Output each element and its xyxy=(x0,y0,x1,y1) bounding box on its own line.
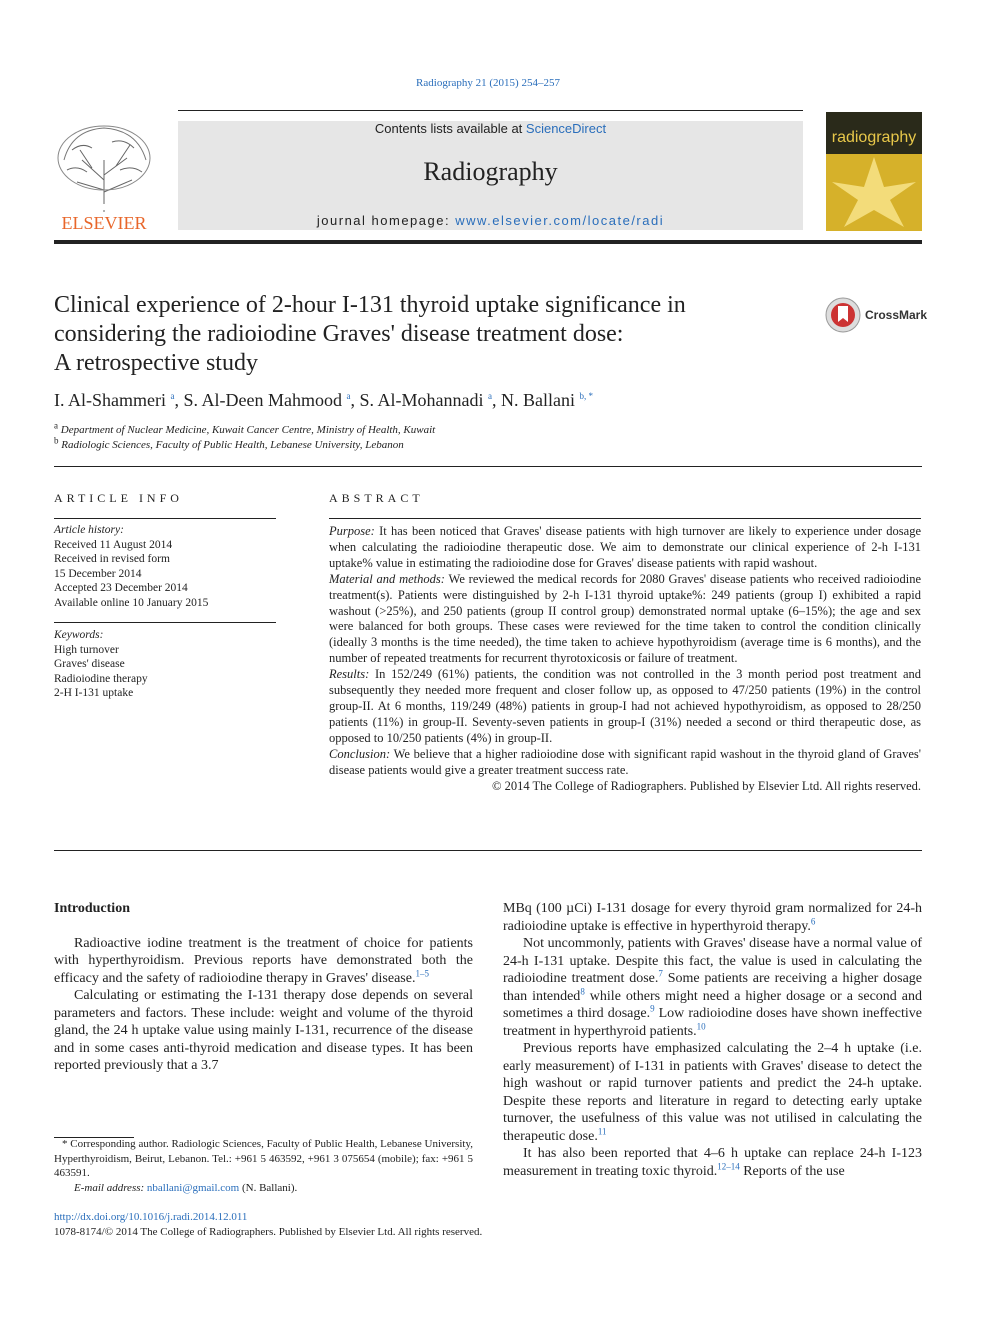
abstract-methods xyxy=(329,572,921,667)
homepage-link[interactable]: www.elsevier.com/locate/radi xyxy=(455,213,665,228)
affiliation-mark: b xyxy=(54,435,59,446)
author-name[interactable]: I. Al-Shammeri xyxy=(54,390,166,410)
results-label: Results: xyxy=(329,667,370,682)
email-link[interactable]: nballani@gmail.com xyxy=(146,1181,240,1194)
top-divider xyxy=(178,110,803,111)
author-name[interactable]: N. Ballani xyxy=(500,390,575,410)
affiliation xyxy=(54,435,754,451)
keyword: 2-H I-131 uptake xyxy=(54,687,134,699)
footnote-text: * Corresponding author. Radiologic Sciences, Faculty of Public Health, Lebanese University, Hyperthyroidism, Beirut, Lebanon. Tel.: +961 5 463592, +961 3 075654 (mobile); fax: +961 5 463591. xyxy=(54,1138,473,1179)
affiliation xyxy=(54,420,754,436)
issn-copyright: 1078-8174/© 2014 The College of Radiographers. Published by Elsevier Ltd. All rights reserved. xyxy=(54,1226,483,1238)
abstract-body xyxy=(329,524,921,794)
author-affil-mark[interactable]: a xyxy=(170,391,175,401)
author-name[interactable]: S. Al-Mohannadi xyxy=(359,390,484,410)
section-divider xyxy=(54,850,922,851)
title-line: considering the radioiodine Graves' disease treatment dose: xyxy=(54,321,624,347)
affiliation-text: Department of Nuclear Medicine, Kuwait Cancer Centre, Ministry of Health, Kuwait xyxy=(60,424,436,436)
abstract-results xyxy=(329,667,921,747)
journal-banner xyxy=(178,121,803,230)
sciencedirect-link[interactable]: ScienceDirect xyxy=(525,121,607,136)
email-suffix: (N. Ballani). xyxy=(239,1181,298,1194)
body-paragraph xyxy=(503,1040,922,1145)
contents-available-line xyxy=(178,121,803,136)
corresponding-author-footnote xyxy=(54,1137,473,1195)
abstract-copyright: © 2014 The College of Radiographers. Published by Elsevier Ltd. All rights reserved. xyxy=(492,778,921,793)
citation-link[interactable]: 9 xyxy=(650,1003,655,1014)
author-affil-mark[interactable]: a xyxy=(487,391,492,401)
keyword: Radioiodine therapy xyxy=(54,672,148,685)
citation-link[interactable]: 8 xyxy=(580,985,585,996)
results-text: In 152/249 (61%) patients, the condition was not controlled in the 3 month period post treatment and subsequently they needed more frequent and closer follow up, as opposed to 47/250 patients (19%) in the control group-II. At 6 months, 119/249 (48%) patients in group-I had not achieved hypothyroidism, as opposed to 28/250 patients (11%) in group-II. Seventy-seven patients in group-I (31%) needed a second or third therapeutic dose, as opposed to 10/250 patients (4%) in group-II. xyxy=(329,667,922,745)
doi-link[interactable]: http://dx.doi.org/10.1016/j.radi.2014.12.011 xyxy=(54,1211,248,1223)
crossmark-label: CrossMark xyxy=(865,308,928,322)
body-paragraph xyxy=(503,900,922,935)
author-list: I. Al-Shammeri $^a$, S. Al-Deen Mahmood $^a$, S. Al-Mohannadi $^a$, N. Ballani $^{b, *}$ xyxy=(54,390,593,410)
author-name[interactable]: S. Al-Deen Mahmood xyxy=(183,390,342,410)
abstract-purpose xyxy=(329,524,921,572)
paragraph-text: Previous reports have emphasized calculating the 2–4 h uptake (i.e. early measurement) of I-131 in patients with Graves' disease to detect the high washout or rapid turnover patients and predict the 24-h uptake. Despite these reports and literature in regard to detecting early uptake turnover, the usefulness of this value was not utilised in calculating the therapeutic dose. xyxy=(503,1041,922,1144)
body-left-column xyxy=(54,900,473,1075)
purpose-label: Purpose: xyxy=(329,524,375,538)
section-divider xyxy=(54,466,922,467)
info-divider xyxy=(54,518,276,519)
paragraph-text: Not uncommonly, patients with Graves' disease have a normal value of 24-h I-131 uptake. Despite this fact, the value is used in calculating the radioiodine treatment dose. xyxy=(503,936,922,986)
author-affil-mark[interactable]: b, * xyxy=(579,391,593,401)
purpose-text: It has been noticed that Graves' disease patients with high turnover are likely to experience under dosage when calculating the radioiodine therapeutic dose. We aim to demonstrate our clinical experience of 2-h I-131 uptake% value in estimating the radioiodine dose for Graves' disease patients with rapid washout. xyxy=(329,524,921,570)
email-label: E-mail address: xyxy=(74,1181,147,1194)
title-line: A retrospective study xyxy=(54,350,258,376)
title-line: Clinical experience of 2-hour I-131 thyroid uptake significance in xyxy=(54,292,686,318)
paragraph-text: Some patients are receiving a higher dosage than intended xyxy=(503,971,922,1004)
article-title xyxy=(54,291,794,378)
citation-link[interactable]: 12–14 xyxy=(717,1160,740,1171)
methods-text: We reviewed the medical records for 2080 Graves' disease patients who received radioiodine treatment(s). Patients were distinguished by 2-h I-131 thyroid uptake%: 249 patients (group I) exhibited a rapid washout (>25%), and 250 patients (group II control group) demonstrated normal uptake (6–15%); the age and sex were balanced for both groups. These cases were reviewed for the time taken to control the condition clinically (ideally 3 months is the time needed), the time taken to achieve hypothyroidism (average time is 6 months), and the number of repeated treatments for recurrent thyrotoxicosis or failure of treatment. xyxy=(329,571,921,666)
journal-cover-image xyxy=(826,112,922,231)
journal-name: Radiography xyxy=(423,157,558,186)
introduction-heading: Introduction xyxy=(54,901,130,916)
history-item: Accepted 23 December 2014 xyxy=(54,582,188,594)
paragraph-text: Low radioiodine doses have shown ineffective treatment in hyperthyroid patients. xyxy=(503,1006,922,1039)
history-label: Article history: xyxy=(54,524,124,536)
conclusion-label: Conclusion: xyxy=(329,746,391,761)
elsevier-wordmark: ELSEVIER xyxy=(61,213,147,232)
body-paragraph: Calculating or estimating the I-131 therapy dose depends on several parameters and factors. These include: weight and volume of the thyroid gland, the 24 h uptake value using mainly I-131, recurrence of the disease and in some cases anti-thyroid medication and disease types. It has been reported previously that a 3.7 xyxy=(54,988,473,1073)
info-divider xyxy=(54,622,276,623)
keywords-label: Keywords: xyxy=(54,629,104,641)
affiliation-text: Radiologic Sciences, Faculty of Public Health, Lebanese University, Lebanon xyxy=(61,439,404,451)
conclusion-text: We believe that a higher radioiodine dose with significant rapid washout in the thyroid gland of Graves' disease patients would give a greater treatment success rate. xyxy=(329,746,921,777)
keyword: High turnover xyxy=(54,643,119,656)
abstract-conclusion xyxy=(329,747,921,779)
affiliation-mark: a xyxy=(54,420,58,431)
homepage-line xyxy=(178,213,803,228)
keywords-list xyxy=(54,628,276,701)
crossmark-badge[interactable] xyxy=(825,296,928,334)
elsevier-logo xyxy=(52,120,156,232)
paragraph-text: Radioactive iodine treatment is the treatment of choice for patients with hyperthyroidism. Previous reports have demonstrated both the efficacy and the safety of radioiodine therapy in Graves' disease. xyxy=(54,935,473,986)
cover-title: radiography xyxy=(831,129,917,146)
article-history xyxy=(54,523,276,610)
contents-prefix: Contents lists available at xyxy=(374,121,526,136)
methods-label: Material and methods: xyxy=(329,571,445,586)
article-info-heading: ARTICLE INFO xyxy=(54,491,183,505)
abstract-divider xyxy=(329,518,921,519)
keyword: Graves' disease xyxy=(54,658,125,670)
body-paragraph xyxy=(54,935,473,988)
citation-link[interactable]: 11 xyxy=(597,1125,607,1136)
abstract-heading: ABSTRACT xyxy=(329,491,424,505)
citation-link[interactable]: 10 xyxy=(696,1020,706,1031)
history-item: Available online 10 January 2015 xyxy=(54,596,209,609)
paragraph-text: Reports of the use xyxy=(739,1163,845,1179)
header-thick-divider xyxy=(54,240,922,244)
paragraph-text: while others might need a higher dosage or a second and sometimes a third dosage. xyxy=(503,988,922,1021)
citation-link[interactable]: 1–5 xyxy=(415,967,429,978)
homepage-prefix: journal homepage: xyxy=(316,213,456,228)
author-affil-mark[interactable]: a xyxy=(346,391,351,401)
body-right-column xyxy=(503,900,922,1180)
history-item: 15 December 2014 xyxy=(54,567,142,580)
body-paragraph xyxy=(503,1145,922,1180)
history-item: Received 11 August 2014 xyxy=(54,538,173,551)
paragraph-text: MBq (100 µCi) I-131 dosage for every thyroid gram normalized for 24-h radioiodine uptake is effective in hyperthyroid therapy. xyxy=(503,901,922,934)
journal-citation-link[interactable]: Radiography 21 (2015) 254–257 xyxy=(416,77,560,89)
citation-link[interactable]: 7 xyxy=(658,968,663,979)
body-paragraph xyxy=(503,935,922,1040)
history-item: Received in revised form xyxy=(54,553,170,565)
paragraph-text: It has also been reported that 4–6 h uptake can replace 24-h I-123 measurement in treating toxic thyroid. xyxy=(503,1146,922,1179)
citation-link[interactable]: 6 xyxy=(810,915,816,926)
